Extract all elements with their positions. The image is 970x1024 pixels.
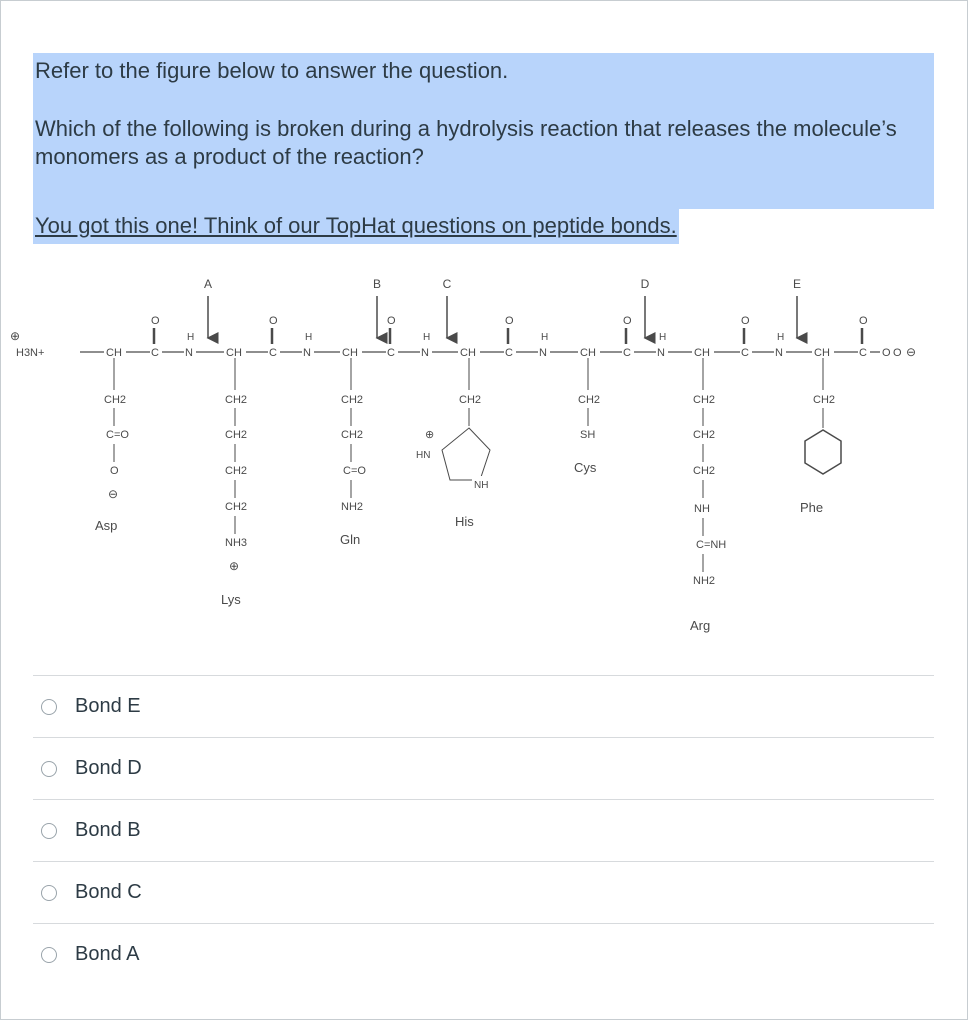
radio-button[interactable]: [41, 761, 57, 777]
svg-text:CH2: CH2: [104, 394, 127, 406]
svg-text:CH2: CH2: [693, 394, 716, 406]
svg-text:CH2: CH2: [341, 429, 364, 441]
svg-text:CH: CH: [694, 347, 710, 359]
svg-text:⊕: ⊕: [425, 429, 435, 441]
svg-text:Lys: Lys: [221, 592, 241, 607]
svg-text:CH: CH: [580, 347, 596, 359]
svg-text:Phe: Phe: [800, 500, 824, 515]
svg-text:Gln: Gln: [340, 532, 361, 547]
svg-text:CH: CH: [342, 347, 358, 359]
svg-text:CH: CH: [460, 347, 476, 359]
svg-text:N: N: [421, 347, 429, 359]
peptide-figure: [0, 258, 968, 658]
svg-text:CH2: CH2: [341, 394, 364, 406]
question-hint: You got this one! Think of our TopHat questions on peptide bonds.: [33, 209, 679, 244]
svg-text:CH2: CH2: [578, 394, 601, 406]
svg-text:⊕: ⊕: [229, 559, 240, 573]
svg-text:C: C: [151, 347, 159, 359]
svg-text:N: N: [303, 347, 311, 359]
svg-text:HN: HN: [416, 450, 431, 461]
answer-label: Bond C: [75, 881, 142, 903]
svg-text:O: O: [893, 347, 902, 359]
residue-his: [414, 358, 494, 529]
question-intro: Refer to the figure below to answer the question.: [33, 53, 934, 103]
svg-text:N: N: [657, 347, 665, 359]
residue-gln: [340, 358, 366, 547]
svg-text:C=O: C=O: [106, 429, 129, 441]
svg-text:NH3: NH3: [225, 537, 248, 549]
radio-button[interactable]: [41, 699, 57, 715]
svg-text:N: N: [185, 347, 193, 359]
svg-text:CH2: CH2: [459, 394, 482, 406]
svg-text:O: O: [269, 315, 278, 327]
svg-text:NH: NH: [474, 480, 489, 491]
svg-text:H: H: [187, 332, 195, 343]
radio-button[interactable]: [41, 947, 57, 963]
answer-label: Bond B: [75, 819, 141, 841]
bond-label-a: A: [203, 277, 213, 291]
svg-text:CH: CH: [106, 347, 122, 359]
residue-asp: [95, 358, 129, 533]
svg-text:C: C: [623, 347, 631, 359]
svg-text:N: N: [539, 347, 547, 359]
svg-text:O: O: [882, 347, 891, 359]
svg-text:Cys: Cys: [574, 460, 597, 475]
svg-text:O: O: [859, 315, 868, 327]
bond-label-b: B: [372, 277, 382, 291]
bond-arrows: [208, 296, 797, 338]
svg-text:O: O: [151, 315, 160, 327]
svg-text:C: C: [387, 347, 395, 359]
svg-text:NH: NH: [694, 503, 710, 515]
svg-text:CH: CH: [226, 347, 242, 359]
svg-text:CH: CH: [814, 347, 830, 359]
svg-text:NH2: NH2: [693, 575, 716, 587]
residue-cys: [574, 358, 600, 475]
bond-label-d: D: [640, 277, 650, 291]
residue-arg: [690, 358, 726, 633]
n-term-charge: ⊕: [10, 329, 21, 343]
answer-option[interactable]: [33, 923, 934, 985]
svg-text:CH2: CH2: [225, 465, 248, 477]
svg-text:CH2: CH2: [813, 394, 836, 406]
answer-option[interactable]: [33, 799, 934, 861]
svg-text:C=NH: C=NH: [696, 539, 727, 551]
svg-text:O: O: [505, 315, 514, 327]
radio-button[interactable]: [41, 823, 57, 839]
svg-text:Arg: Arg: [690, 618, 711, 633]
svg-text:H: H: [777, 332, 785, 343]
svg-text:O: O: [741, 315, 750, 327]
side-chains: [95, 358, 841, 633]
svg-text:C: C: [269, 347, 277, 359]
svg-text:H: H: [541, 332, 549, 343]
svg-text:C: C: [859, 347, 867, 359]
answer-label: Bond E: [75, 695, 141, 717]
svg-text:CH2: CH2: [225, 429, 248, 441]
answer-option[interactable]: [33, 737, 934, 799]
svg-text:⊖: ⊖: [906, 345, 917, 359]
svg-text:C: C: [505, 347, 513, 359]
residue-lys: [221, 358, 247, 607]
bond-label-e: E: [792, 277, 802, 291]
svg-text:O: O: [387, 315, 396, 327]
svg-text:H: H: [305, 332, 313, 343]
svg-text:H: H: [659, 332, 667, 343]
question-text: Which of the following is broken during a hydrolysis reaction that releases the molecule’s monomers as a product of the reaction?: [33, 103, 934, 209]
svg-text:C=O: C=O: [343, 465, 366, 477]
answer-label: Bond D: [75, 757, 142, 779]
svg-text:O: O: [110, 465, 119, 477]
svg-text:CH2: CH2: [693, 429, 716, 441]
answer-list: [33, 675, 934, 985]
answer-label: Bond A: [75, 943, 140, 965]
svg-text:CH2: CH2: [225, 394, 248, 406]
svg-text:N: N: [775, 347, 783, 359]
n-terminus: H3N+: [16, 347, 45, 359]
answer-option[interactable]: [33, 675, 934, 737]
svg-text:C: C: [741, 347, 749, 359]
radio-button[interactable]: [41, 885, 57, 901]
svg-text:CH2: CH2: [225, 501, 248, 513]
svg-text:SH: SH: [580, 429, 596, 441]
svg-text:CH2: CH2: [693, 465, 716, 477]
carbonyl-groups: [151, 315, 868, 344]
answer-option[interactable]: [33, 861, 934, 923]
svg-text:H: H: [423, 332, 431, 343]
svg-text:NH2: NH2: [341, 501, 364, 513]
svg-text:O: O: [623, 315, 632, 327]
bond-label-c: C: [442, 277, 452, 291]
svg-text:His: His: [455, 514, 474, 529]
svg-text:⊖: ⊖: [108, 487, 119, 501]
residue-phe: [800, 358, 841, 515]
svg-text:Asp: Asp: [95, 518, 118, 533]
